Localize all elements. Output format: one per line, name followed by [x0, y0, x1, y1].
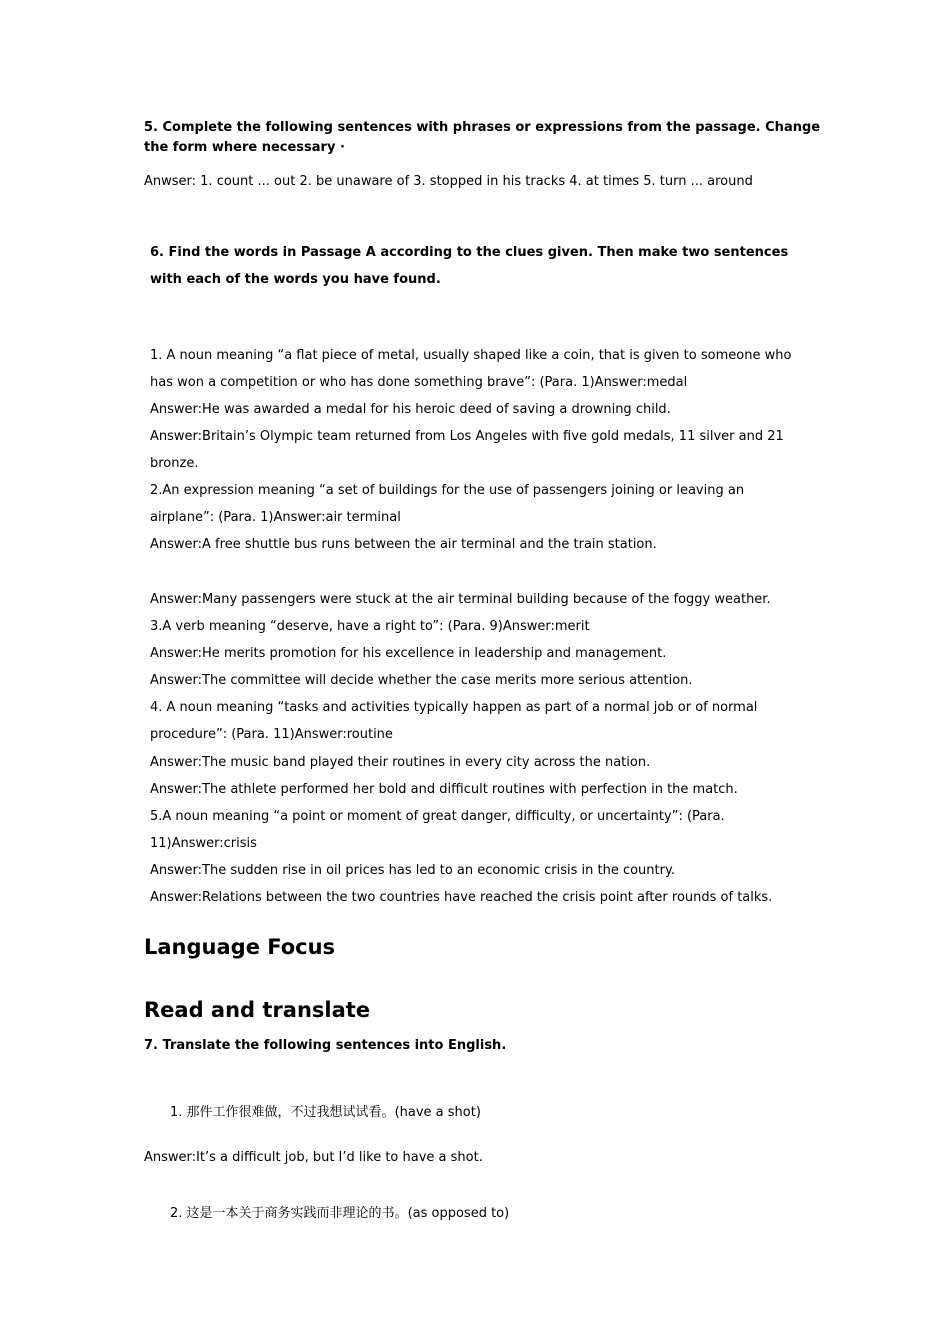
translate-item-1-answer: Answer:It’s a difficult job, but I’d like to have a shot.	[144, 1150, 483, 1165]
section6-line: 2.An expression meaning “a set of buildings for the use of passengers joining or leaving an	[150, 483, 745, 498]
section6-line: Answer:Many passengers were stuck at the air terminal building because of the foggy weather.	[150, 592, 771, 607]
section6-line: Answer:The committee will decide whether the case merits more serious attention.	[150, 673, 693, 688]
item-number: 2.	[170, 1206, 187, 1221]
section6-line: Answer:The sudden rise in oil prices has led to an economic crisis in the country.	[150, 863, 675, 878]
section6-line: 11)Answer:crisis	[150, 836, 257, 851]
section6-line: airplane”: (Para. 1)Answer:air terminal	[150, 510, 401, 525]
heading-language-focus: Language Focus	[144, 935, 336, 959]
section6-line: Answer:The music band played their routines in every city across the nation.	[150, 755, 651, 770]
section5-title-line2: the form where necessary ·	[144, 140, 345, 155]
section6-line: Answer:Relations between the two countries have reached the crisis point after rounds of talks.	[150, 890, 773, 905]
section6-line: procedure”: (Para. 11)Answer:routine	[150, 727, 393, 742]
section6-line: 5.A noun meaning “a point or moment of great danger, difficulty, or uncertainty”: (Para.	[150, 809, 725, 824]
phrase-hint: (as opposed to)	[407, 1206, 510, 1221]
phrase-hint: (have a shot)	[394, 1105, 481, 1120]
translate-item-2	[170, 1202, 509, 1221]
heading-read-translate: Read and translate	[144, 998, 371, 1022]
section6-line: Answer:He merits promotion for his excellence in leadership and management.	[150, 646, 667, 661]
section6-line: bronze.	[150, 456, 199, 471]
section6-line: 1. A noun meaning “a flat piece of metal, usually shaped like a coin, that is given to someone who	[150, 348, 792, 363]
section6-line: Answer:A free shuttle bus runs between the air terminal and the train station.	[150, 537, 657, 552]
item-number: 1.	[170, 1105, 187, 1120]
chinese-sentence: 这是一本关于商务实践而非理论的书。	[186, 1206, 408, 1221]
section5-answer: Anwser: 1. count ... out 2. be unaware of 3. stopped in his tracks 4. at times 5. turn ... around	[144, 174, 753, 189]
translate-item-1	[170, 1101, 481, 1120]
section5-title-line1: 5. Complete the following sentences with phrases or expressions from the passage. Change	[144, 120, 821, 135]
section6-line: has won a competition or who has done something brave”: (Para. 1)Answer:medal	[150, 375, 688, 390]
section7-title: 7. Translate the following sentences into English.	[144, 1038, 507, 1053]
chinese-sentence: 那件工作很难做，不过我想试试看。	[186, 1105, 395, 1120]
section6-line: Answer:The athlete performed her bold and difficult routines with perfection in the match.	[150, 782, 738, 797]
section6-line: Answer:Britain’s Olympic team returned from Los Angeles with five gold medals, 11 silver and 21	[150, 429, 784, 444]
section6-title-line1: 6. Find the words in Passage A according to the clues given. Then make two sentences	[150, 245, 789, 260]
section6-line: 4. A noun meaning “tasks and activities typically happen as part of a normal job or of normal	[150, 700, 758, 715]
section6-title-line2: with each of the words you have found.	[150, 272, 441, 287]
section6-line: Answer:He was awarded a medal for his heroic deed of saving a drowning child.	[150, 402, 671, 417]
section6-line: 3.A verb meaning “deserve, have a right to”: (Para. 9)Answer:merit	[150, 619, 590, 634]
